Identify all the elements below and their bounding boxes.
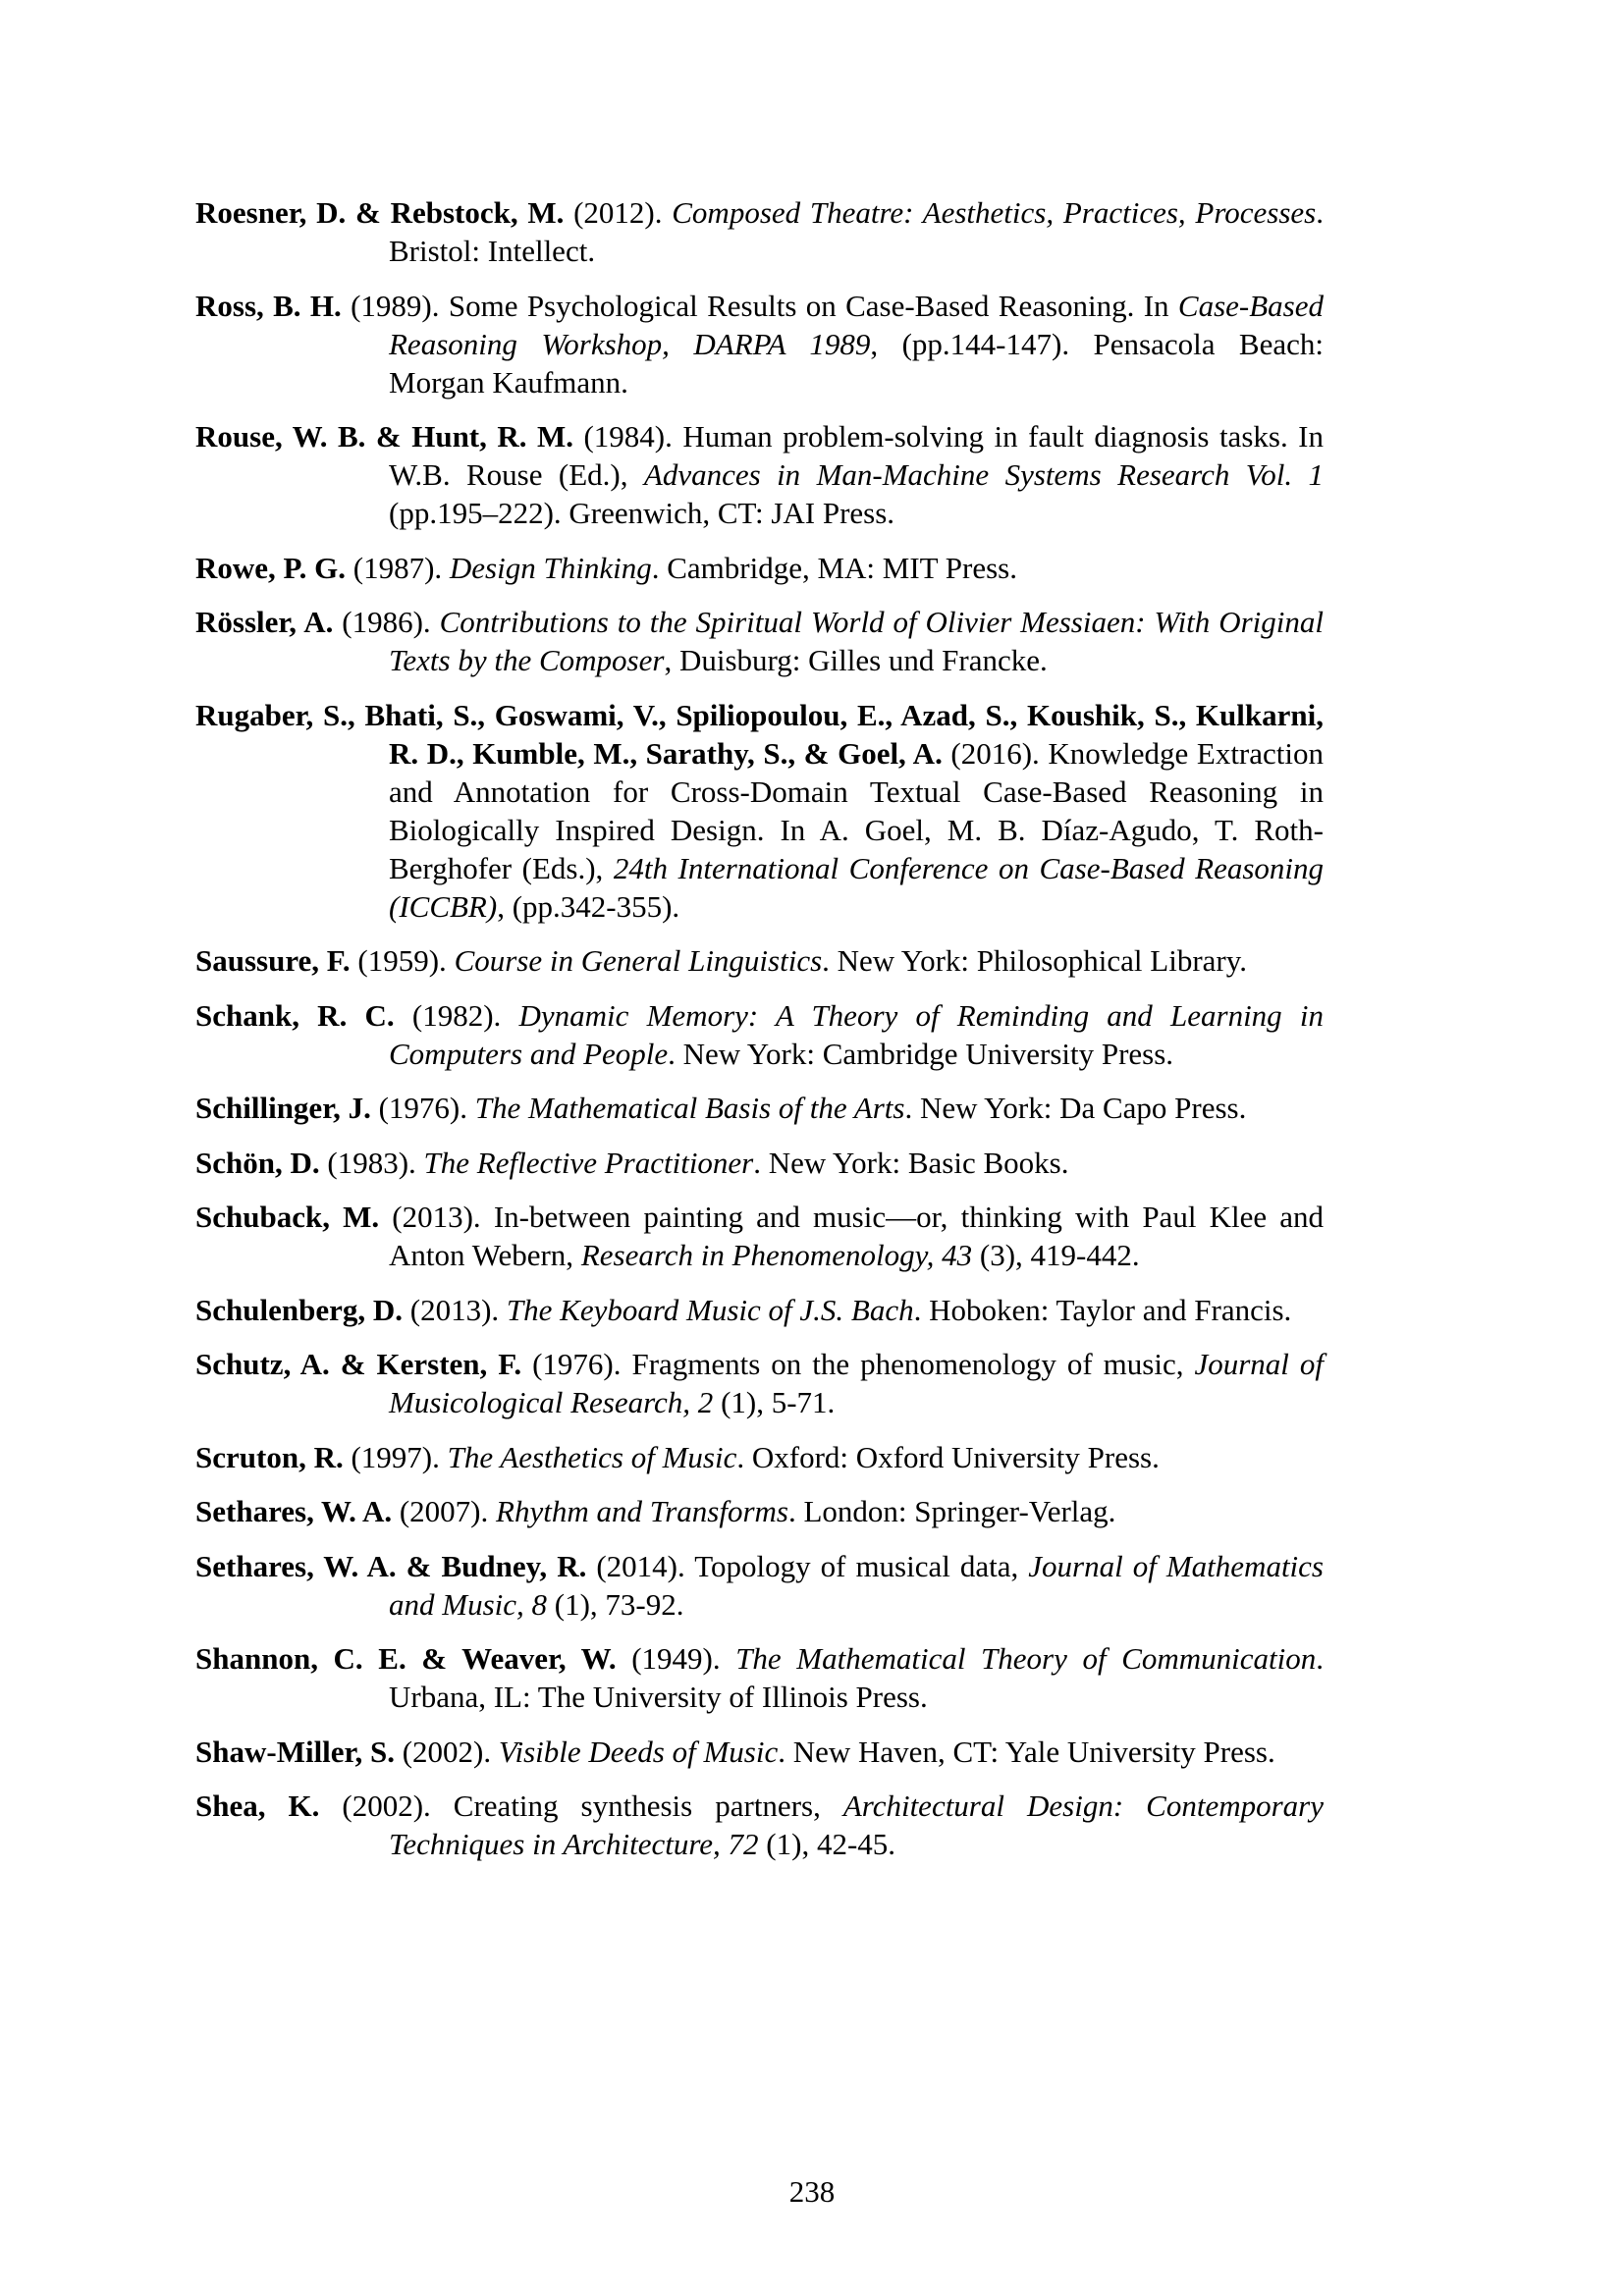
- reference-text: . Cambridge, MA: MIT Press.: [651, 550, 1017, 585]
- reference-authors: Schillinger, J.: [195, 1091, 371, 1125]
- reference-entry: [195, 1291, 1324, 1329]
- reference-authors: Sethares, W. A. & Budney, R.: [195, 1548, 587, 1583]
- reference-authors: Sethares, W. A.: [195, 1494, 393, 1528]
- reference-entry: [195, 193, 1324, 270]
- reference-title: The Reflective Practitioner: [423, 1145, 754, 1180]
- reference-title: The Aesthetics of Music: [447, 1439, 737, 1474]
- reference-authors: Schank, R. C.: [195, 997, 395, 1033]
- reference-entry: [195, 1144, 1324, 1182]
- reference-authors: Shannon, C. E. & Weaver, W.: [195, 1641, 617, 1676]
- reference-entry: [195, 1089, 1324, 1127]
- reference-entry: [195, 287, 1324, 401]
- reference-authors: Rugaber, S., Bhati, S., Goswami, V., Spiliopoulou, E., Azad, S., Koushik, S., Kulkarni, R. D., Kumble, M., Sarathy, S., & Goel, A.: [195, 697, 1324, 771]
- reference-entry: [195, 696, 1324, 926]
- reference-text: (1984). Human problem-solving in fault diagnosis tasks. In W.B. Rouse (Ed.),: [389, 419, 1324, 492]
- reference-title: Architectural Design: Contemporary Techniques in Architecture, 72: [389, 1789, 1324, 1861]
- reference-title: Visible Deeds of Music: [498, 1734, 779, 1769]
- reference-text: , (pp.144-147). Pensacola Beach: Morgan Kaufmann.: [389, 326, 1324, 400]
- reference-text: (1976). Fragments on the phenomenology of music,: [521, 1347, 1195, 1381]
- reference-text: (2016). Knowledge Extraction and Annotation for Cross-Domain Textual Case-Based Reasoning in Biologically Inspired Design. In A. Goel, M. B. Díaz-Agudo, T. Roth-Berghofer (Eds.),: [389, 735, 1324, 885]
- reference-text: . New York: Cambridge University Press.: [668, 1036, 1174, 1071]
- reference-title: Advances in Man-Machine Systems Research Vol. 1: [643, 457, 1324, 492]
- reference-authors: Roesner, D. & Rebstock, M.: [195, 195, 565, 230]
- reference-text: . London: Springer-Verlag.: [788, 1494, 1116, 1528]
- reference-text: , (pp.342-355).: [497, 888, 680, 924]
- reference-authors: Shea, K.: [195, 1789, 320, 1823]
- reference-text: (1976).: [370, 1091, 475, 1125]
- reference-authors: Shaw-Miller, S.: [195, 1734, 395, 1769]
- reference-text: . Oxford: Oxford University Press.: [736, 1439, 1160, 1474]
- reference-text: (2013). In-between painting and music—or, thinking with Paul Klee and Anton Webern,: [379, 1200, 1325, 1272]
- reference-title: The Mathematical Theory of Communication: [735, 1641, 1317, 1676]
- reference-title: Research in Phenomenology, 43: [580, 1238, 973, 1272]
- page-number: 238: [788, 2174, 836, 2209]
- reference-text: . New Haven, CT: Yale University Press.: [778, 1734, 1275, 1769]
- reference-text: . Bristol: Intellect.: [389, 195, 1324, 268]
- reference-title: Design Thinking: [449, 550, 652, 585]
- reference-entry: [195, 549, 1324, 587]
- reference-text: . Urbana, IL: The University of Illinois Press.: [389, 1641, 1324, 1714]
- reference-entry: [195, 1733, 1324, 1771]
- reference-entry: [195, 1639, 1324, 1716]
- reference-authors: Schulenberg, D.: [195, 1292, 403, 1327]
- reference-title: Journal of Musicological Research, 2: [389, 1347, 1324, 1419]
- reference-text: (1987).: [346, 550, 450, 585]
- reference-entry: [195, 417, 1324, 532]
- reference-title: Journal of Mathematics and Music, 8: [389, 1548, 1324, 1622]
- reference-text: (2013).: [403, 1292, 507, 1327]
- reference-title: Rhythm and Transforms: [496, 1494, 788, 1528]
- reference-authors: Ross, B. H.: [195, 288, 342, 323]
- reference-entry: [195, 603, 1324, 679]
- reference-title: The Mathematical Basis of the Arts: [474, 1091, 905, 1125]
- reference-authors: Rouse, W. B. & Hunt, R. M.: [195, 419, 573, 454]
- reference-text: (1), 42-45.: [758, 1827, 896, 1861]
- reference-entry: [195, 1787, 1324, 1863]
- reference-authors: Scruton, R.: [195, 1439, 344, 1474]
- reference-entry: [195, 1438, 1324, 1476]
- reference-text: (1997).: [343, 1439, 448, 1474]
- reference-title: Course in General Linguistics: [454, 943, 823, 978]
- reference-text: (1983).: [319, 1145, 424, 1180]
- reference-authors: Schuback, M.: [195, 1200, 380, 1234]
- reference-entry: [195, 996, 1324, 1073]
- reference-text: (2002). Creating synthesis partners,: [319, 1789, 843, 1823]
- reference-list: [195, 193, 1324, 1880]
- reference-text: (2014). Topology of musical data,: [586, 1548, 1029, 1583]
- reference-text: , Duisburg: Gilles und Francke.: [664, 643, 1048, 677]
- reference-title: 24th International Conference on Case-Based Reasoning (ICCBR): [389, 850, 1324, 924]
- reference-text: . New York: Philosophical Library.: [822, 943, 1247, 978]
- reference-entry: [195, 1547, 1324, 1624]
- reference-text: . New York: Da Capo Press.: [904, 1091, 1247, 1125]
- reference-text: (2012).: [564, 195, 673, 230]
- reference-text: . Hoboken: Taylor and Francis.: [913, 1292, 1292, 1327]
- reference-text: (1959).: [350, 943, 455, 978]
- reference-entry: [195, 1492, 1324, 1530]
- reference-title: Case-Based Reasoning Workshop, DARPA 1989: [389, 288, 1324, 361]
- reference-text: (1), 73-92.: [547, 1586, 684, 1622]
- reference-authors: Schutz, A. & Kersten, F.: [195, 1347, 522, 1381]
- reference-text: (3), 419-442.: [972, 1238, 1140, 1272]
- reference-text: (1989). Some Psychological Results on Case-Based Reasoning. In: [341, 288, 1178, 323]
- reference-title: The Keyboard Music of J.S. Bach: [506, 1292, 914, 1327]
- reference-text: (2002).: [394, 1734, 499, 1769]
- reference-title: Dynamic Memory: A Theory of Reminding and Learning in Computers and People: [389, 997, 1325, 1071]
- reference-text: (1982).: [394, 997, 519, 1033]
- reference-entry: [195, 1345, 1324, 1421]
- reference-title: Composed Theatre: Aesthetics, Practices, Processes: [672, 195, 1317, 230]
- reference-authors: Schön, D.: [195, 1145, 320, 1180]
- reference-text: (pp.195–222). Greenwich, CT: JAI Press.: [389, 496, 895, 530]
- reference-authors: Rowe, P. G.: [195, 550, 346, 585]
- reference-entry: [195, 941, 1324, 980]
- reference-text: (1), 5-71.: [713, 1385, 836, 1419]
- reference-title: Contributions to the Spiritual World of Olivier Messiaen: With Original Texts by the Composer: [389, 605, 1324, 677]
- reference-text: (2007).: [392, 1494, 497, 1528]
- reference-text: . New York: Basic Books.: [753, 1145, 1069, 1180]
- reference-entry: [195, 1198, 1324, 1274]
- reference-authors: Saussure, F.: [195, 943, 351, 978]
- reference-authors: Rössler, A.: [195, 605, 334, 639]
- reference-text: (1986).: [333, 605, 440, 639]
- reference-text: (1949).: [616, 1641, 736, 1676]
